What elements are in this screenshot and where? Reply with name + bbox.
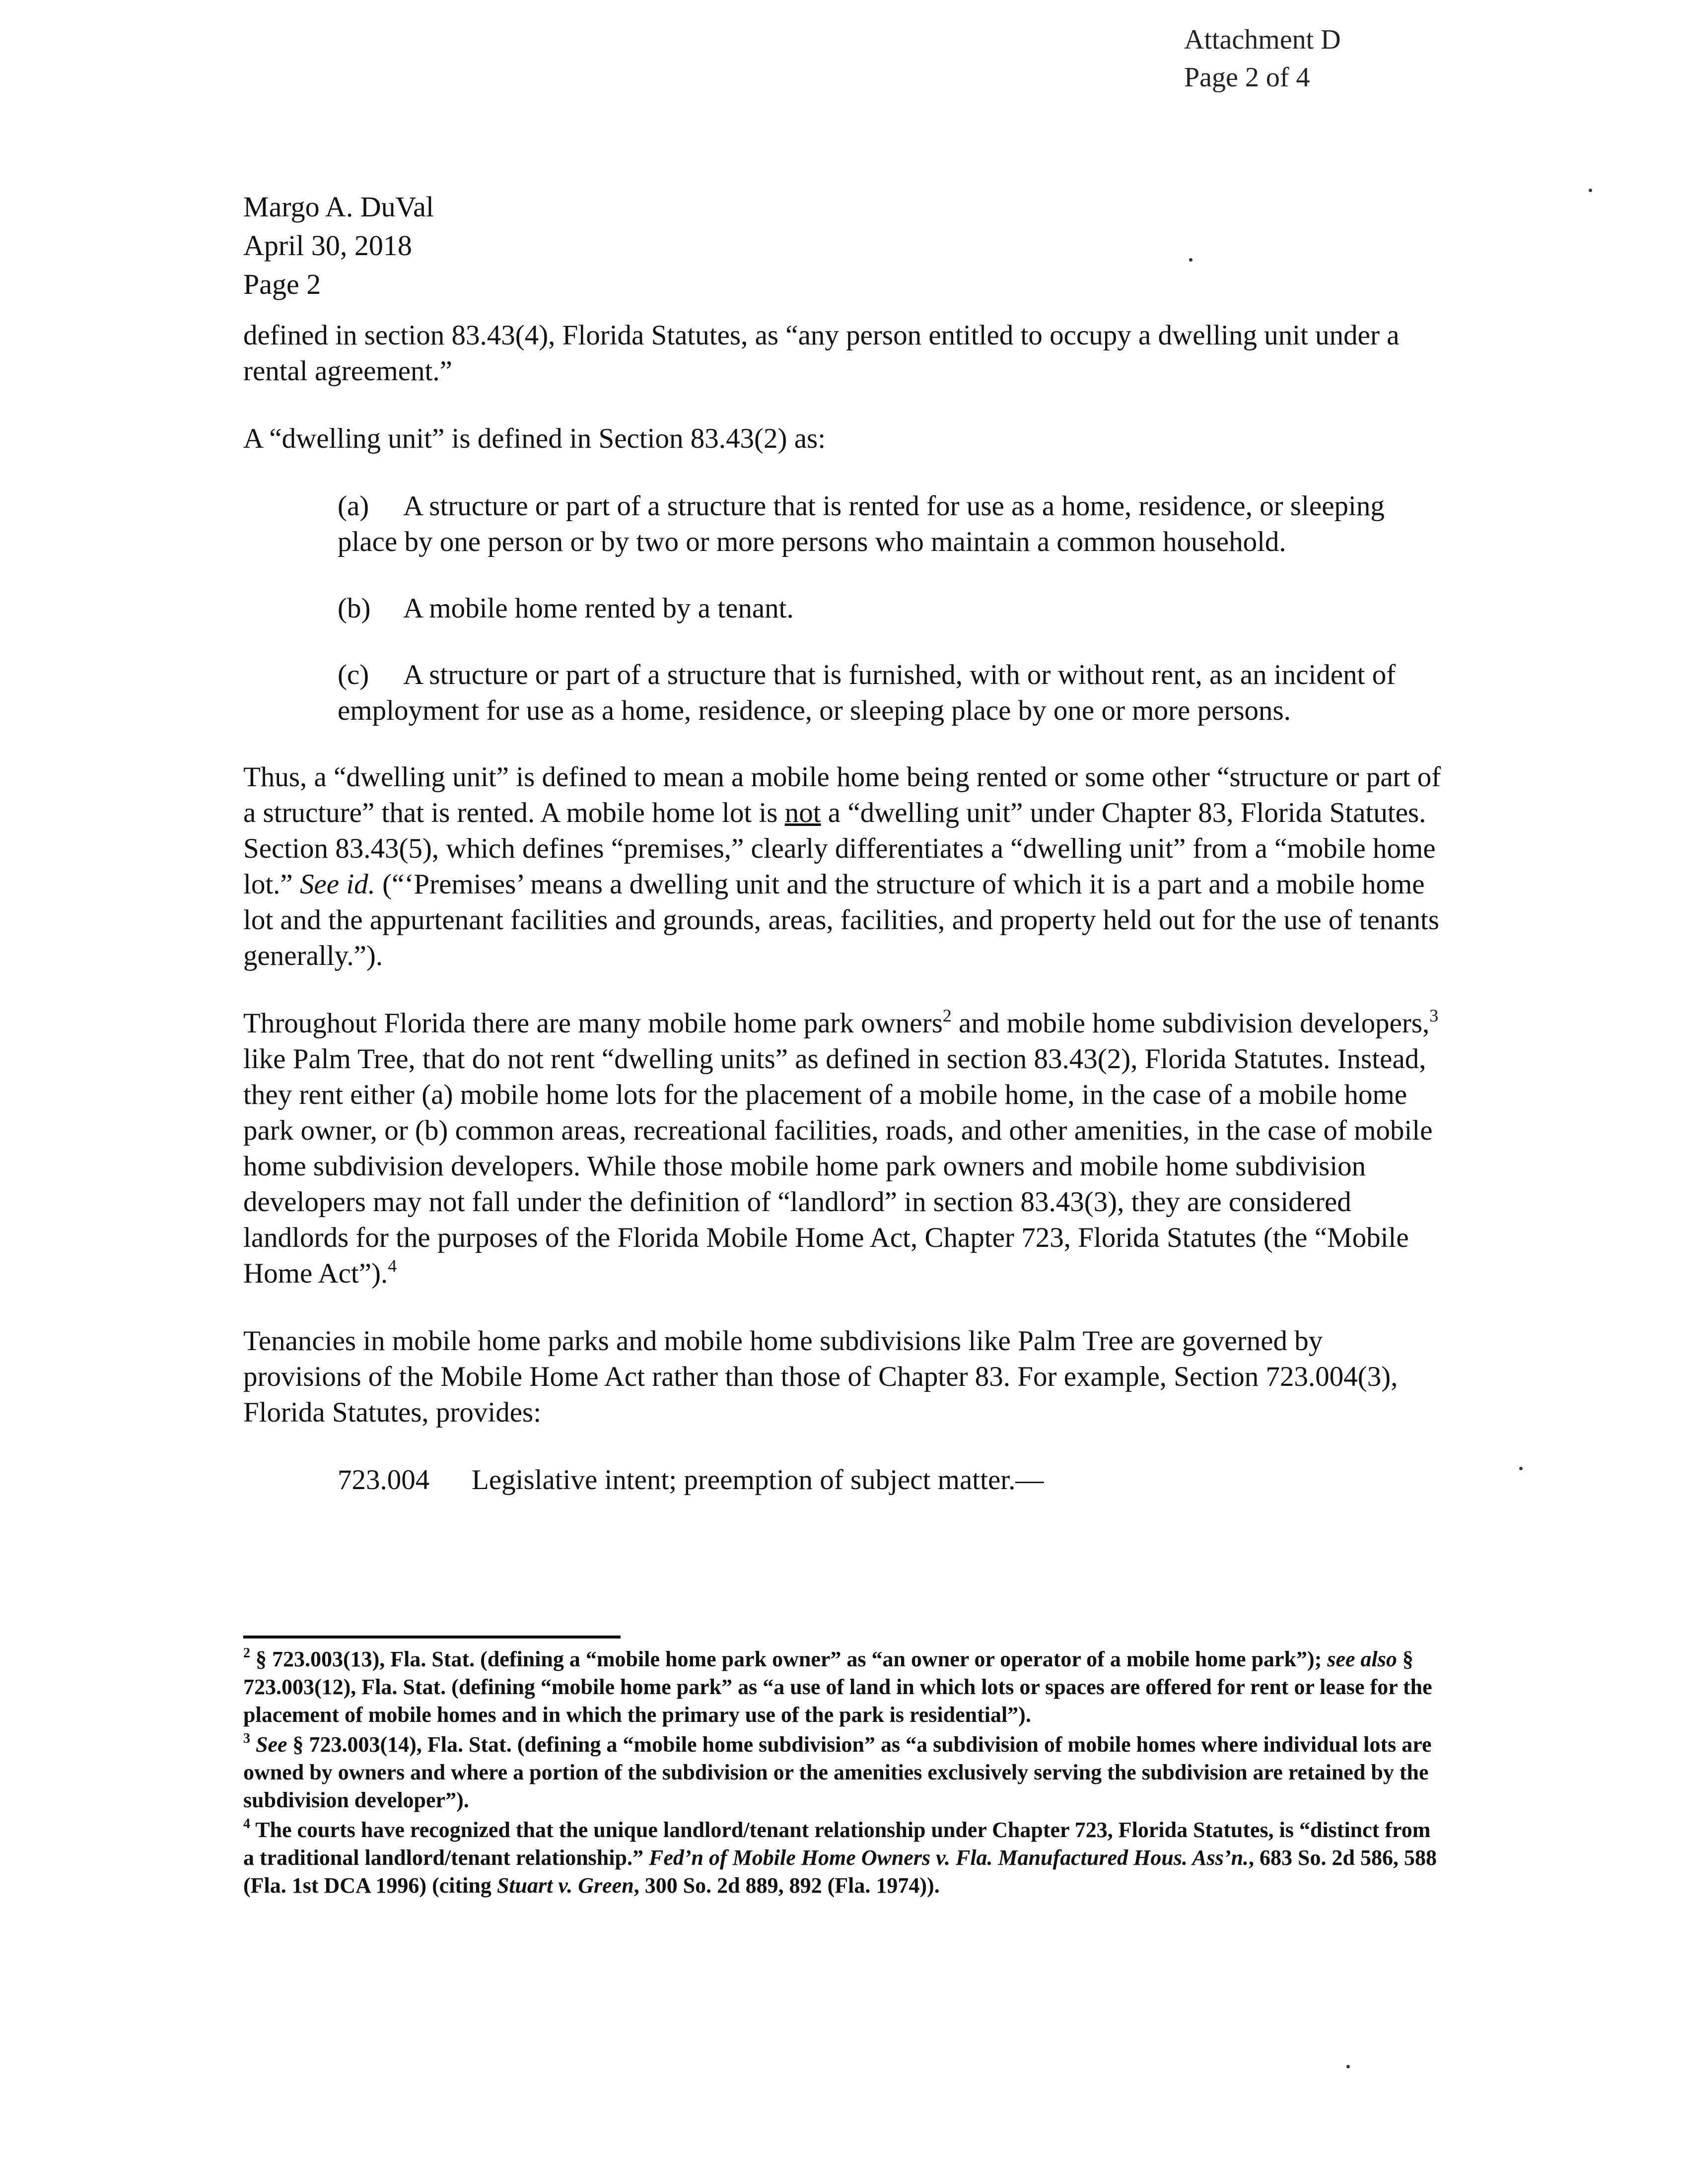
paragraph-tenancies: Tenancies in mobile home parks and mobile home subdivisions like Palm Tree are governed by provisions of the Mobile Home Act rather than those of Chapter 83. For example, Section 723.004(3), Florida Statutes, provides:	[243, 1325, 1398, 1428]
attachment-header	[1184, 21, 1341, 96]
letter-body	[243, 318, 1445, 1498]
attachment-page-count: Page 2 of 4	[1184, 62, 1310, 93]
scan-speck	[1346, 2065, 1350, 2068]
definition-item-label: (b)	[338, 593, 371, 624]
definition-item-a	[338, 488, 1440, 560]
attachment-label: Attachment D	[1184, 24, 1341, 55]
definition-item-text: A structure or part of a structure that is rented for use as a home, residence, or sleeping place by one person or by two or more persons who maintain a common household.	[338, 490, 1385, 557]
footnotes	[243, 1645, 1445, 1902]
paragraph-dwelling-unit-intro: A “dwelling unit” is defined in Section 83.43(2) as:	[243, 423, 826, 454]
definition-item-text: A mobile home rented by a tenant.	[403, 593, 794, 624]
definition-item-label: (a)	[338, 490, 369, 522]
definition-item-label: (c)	[338, 659, 369, 690]
footnote-3: $^3$ See § 723.003(14), Fla. Stat. (defining a “mobile home subdivision” as “a subdivision of mobile homes where individual lots are owned by owners and where a portion of the subdivision or the amenities exclusively serving the subdivision are retained by the subdivision developer”).	[243, 1731, 1432, 1812]
letter-heading	[243, 188, 434, 304]
footnote-ref-2[interactable]: 2	[942, 1006, 952, 1025]
statute-heading	[338, 1462, 1445, 1498]
footnote-2: $^2$ § 723.003(13), Fla. Stat. (defining a “mobile home park owner” as “an owner or operator of a mobile home park”); see also § 723.003(12), Fla. Stat. (defining “mobile home park” as “a use of land in which lots or spaces are offered for rent or lease for the placement of mobile homes and in which the primary use of the park is residential”).	[243, 1645, 1432, 1727]
citation-see-id: See id.	[299, 869, 375, 900]
paragraph-park-owners: Throughout Florida there are many mobile home park owners$^2$ and mobile home subdivision developers,$^3$ like Palm Tree, that do not rent “dwelling units” as defined in section 83.43(2), Florida Statutes. Instead, they rent either (a) mobile home lots for the placement of a mobile home, in the case of a mobile home park owner, or (b) common areas, recreational facilities, roads, and other amenities, in the case of mobile home subdivision developers. While those mobile home park owners and mobile home subdivision developers may not fall under the definition of “landlord” in section 83.43(3), they are considered landlords for the purposes of the Florida Mobile Home Act, Chapter 723, Florida Statutes (the “Mobile Home Act”).$^4$	[243, 1006, 1439, 1289]
definition-item-text: A structure or part of a structure that is furnished, with or without rent, as an incident of employment for use as a home, residence, or sleeping place by one or more persons.	[338, 659, 1396, 726]
definition-item-b	[338, 591, 1440, 626]
footnote-ref-4[interactable]: 4	[388, 1256, 397, 1276]
paragraph-dwelling-unit-analysis: Thus, a “dwelling unit” is defined to mean a mobile home being rented or some other “structure or part of a structure” that is rented. A mobile home lot is not a “dwelling unit” under Chapter 83, Florida Statutes. Section 83.43(5), which defines “premises,” clearly differentiates a “dwelling unit” from a “mobile home lot.” See id. (“‘Premises’ means a dwelling unit and the structure of which it is a part and a mobile home lot and the appurtenant facilities and grounds, areas, facilities, and property held out for the use of tenants generally.”).	[243, 761, 1441, 971]
statute-title: Legislative intent; preemption of subject matter.—	[472, 1464, 1044, 1496]
letter-date: April 30, 2018	[243, 229, 412, 262]
scan-speck	[1589, 189, 1592, 192]
footnote-4: $^4$ The courts have recognized that the unique landlord/tenant relationship under Chapter 723, Florida Statutes, is “distinct from a traditional landlord/tenant relationship.” Fed’n of Mobile Home Owners v. Fla. Manufactured Hous. Ass’n., 683 So. 2d 586, 588 (Fla. 1st DCA 1996) (citing Stuart v. Green, 300 So. 2d 889, 892 (Fla. 1974)).	[243, 1816, 1437, 1898]
scan-speck	[1189, 258, 1192, 262]
statute-number: 723.004	[338, 1464, 430, 1496]
footnote-divider	[243, 1636, 621, 1638]
scan-speck	[1519, 1467, 1523, 1470]
definition-item-c	[338, 657, 1440, 729]
recipient-name: Margo A. DuVal	[243, 191, 434, 223]
footnote-ref-3[interactable]: 3	[1429, 1006, 1439, 1025]
emphasis-not: not	[784, 797, 821, 828]
letter-page-number: Page 2	[243, 268, 321, 300]
paragraph-tenant-definition: defined in section 83.43(4), Florida Statutes, as “any person entitled to occupy a dwelling unit under a rental agreement.”	[243, 320, 1400, 387]
